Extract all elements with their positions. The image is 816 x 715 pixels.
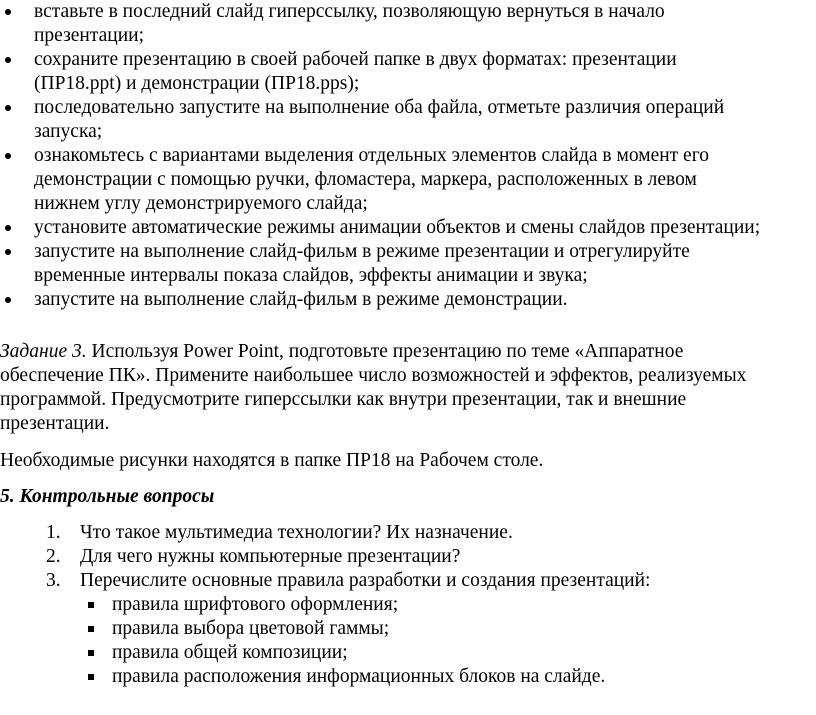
list-item-line: сохраните презентацию в своей рабочей папке в двух форматах: презентации bbox=[34, 49, 677, 70]
list-item-line: демонстрации с помощью ручки, фломастера, маркера, расположенных в левом bbox=[34, 169, 697, 190]
bullet-icon bbox=[5, 297, 11, 303]
rule-item bbox=[80, 593, 816, 617]
question-number: 2. bbox=[46, 546, 61, 567]
bullet-icon bbox=[5, 105, 11, 111]
task3-line: обеспечение ПК». Примените наибольшее число возможностей и эффектов, реализуемых bbox=[0, 365, 747, 386]
bullet-icon bbox=[5, 153, 11, 159]
list-item bbox=[0, 0, 816, 48]
list-item bbox=[0, 144, 816, 216]
task3-label: Задание 3. bbox=[0, 341, 87, 362]
list-item-line: установите автоматические режимы анимации объектов и смены слайдов презентации; bbox=[34, 217, 761, 238]
rule-item bbox=[80, 641, 816, 665]
list-item bbox=[0, 96, 816, 144]
list-item-line: временные интервалы показа слайдов, эффекты анимации и звука; bbox=[34, 265, 588, 286]
list-item-line: последовательно запустите на выполнение оба файла, отметьте различия операций bbox=[34, 97, 725, 118]
list-item-line: вставьте в последний слайд гиперссылку, позволяющую вернуться в начало bbox=[34, 1, 665, 22]
list-item-line: запустите на выполнение слайд-фильм в режиме демонстрации. bbox=[34, 289, 568, 310]
bullet-icon bbox=[5, 57, 11, 63]
question-text: Что такое мультимедиа технологии? Их назначение. bbox=[80, 522, 513, 543]
bullet-icon bbox=[5, 9, 11, 15]
task3-line: программой. Предусмотрите гиперссылки как внутри презентации, так и внешние bbox=[0, 389, 687, 410]
task3-line: Используя Power Point, подготовьте презентацию по теме «Аппаратное bbox=[86, 341, 684, 362]
rule-text: правила расположения информационных блоков на слайде. bbox=[112, 666, 606, 687]
question-text: Для чего нужны компьютерные презентации? bbox=[80, 546, 461, 567]
list-item-line: презентации; bbox=[34, 25, 145, 46]
list-item-line: (ПР18.ppt) и демонстрации (ПР18.pps); bbox=[34, 73, 360, 94]
rule-text: правила выбора цветовой гаммы; bbox=[112, 618, 390, 639]
question-text: Перечислите основные правила разработки и создания презентаций: bbox=[80, 570, 651, 591]
bullet-icon bbox=[5, 225, 11, 231]
question-number: 1. bbox=[46, 522, 61, 543]
rule-item bbox=[80, 665, 816, 689]
bullet-icon bbox=[5, 249, 11, 255]
task3-line: презентации. bbox=[0, 413, 110, 434]
square-bullet-icon bbox=[88, 602, 94, 608]
list-item bbox=[0, 288, 816, 312]
section-heading: 5. Контрольные вопросы bbox=[0, 486, 215, 507]
instruction-list bbox=[0, 0, 816, 312]
question-item bbox=[0, 569, 816, 689]
questions-list bbox=[0, 521, 816, 689]
list-item-line: запуска; bbox=[34, 121, 103, 142]
rule-item bbox=[80, 617, 816, 641]
list-item bbox=[0, 216, 816, 240]
list-item-line: запустите на выполнение слайд-фильм в режиме презентации и отрегулируйте bbox=[34, 241, 690, 262]
list-item bbox=[0, 48, 816, 96]
list-item-line: ознакомьтесь с вариантами выделения отдельных элементов слайда в момент его bbox=[34, 145, 709, 166]
square-bullet-icon bbox=[88, 626, 94, 632]
list-item-line: нижнем углу демонстрируемого слайда; bbox=[34, 193, 368, 214]
list-item bbox=[0, 240, 816, 288]
square-bullet-icon bbox=[88, 674, 94, 680]
question-item bbox=[0, 521, 816, 545]
question-number: 3. bbox=[46, 570, 61, 591]
square-bullet-icon bbox=[88, 650, 94, 656]
rule-text: правила общей композиции; bbox=[112, 642, 348, 663]
task3-paragraph bbox=[0, 340, 812, 436]
rules-list bbox=[80, 593, 816, 689]
rule-text: правила шрифтового оформления; bbox=[112, 594, 399, 615]
question-item bbox=[0, 545, 816, 569]
pictures-note: Необходимые рисунки находятся в папке ПР18 на Рабочем столе. bbox=[0, 450, 544, 471]
